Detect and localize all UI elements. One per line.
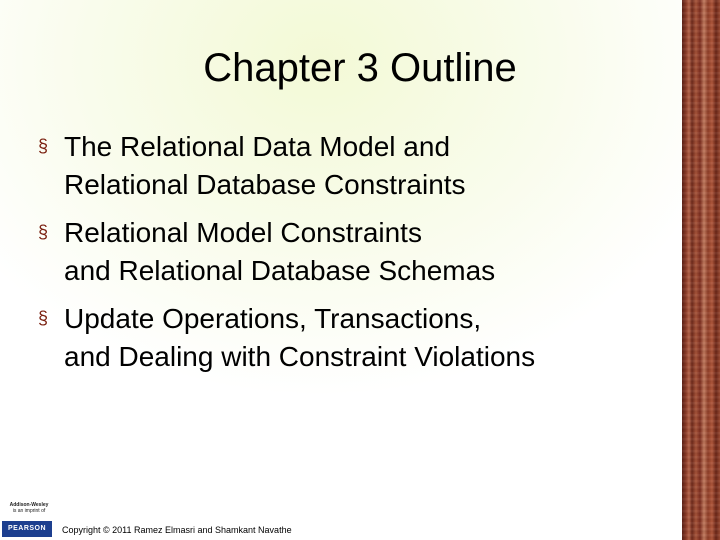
slide-title: Chapter 3 Outline [203,46,517,90]
bullet-text-line: Update Operations, Transactions, [64,303,482,334]
publisher-name: Addison-Wesley [9,502,49,508]
bullet-text-line: and Dealing with Constraint Violations [64,341,536,372]
pearson-logo: PEARSON [2,521,52,537]
bullet-text-line: Relational Model Constraints [64,217,422,248]
bullet-marker-icon: § [38,222,49,242]
bullet-item [38,214,638,290]
bullet-text-line: Relational Database Constraints [64,169,466,200]
bullet-item [38,300,638,376]
bullet-marker-icon: § [38,308,49,328]
bullet-list [38,128,638,376]
bullet-item [38,128,638,204]
addison-wesley-logo [4,502,54,518]
bullet-text-line: The Relational Data Model and [64,131,451,162]
bullet-marker-icon: § [38,136,49,156]
decorative-book-spine [682,0,720,540]
publisher-subtext: is an imprint of [12,508,46,514]
bullet-text-line: and Relational Database Schemas [64,255,496,286]
copyright-text: Copyright © 2011 Ramez Elmasri and Shamkant Navathe [62,525,292,535]
